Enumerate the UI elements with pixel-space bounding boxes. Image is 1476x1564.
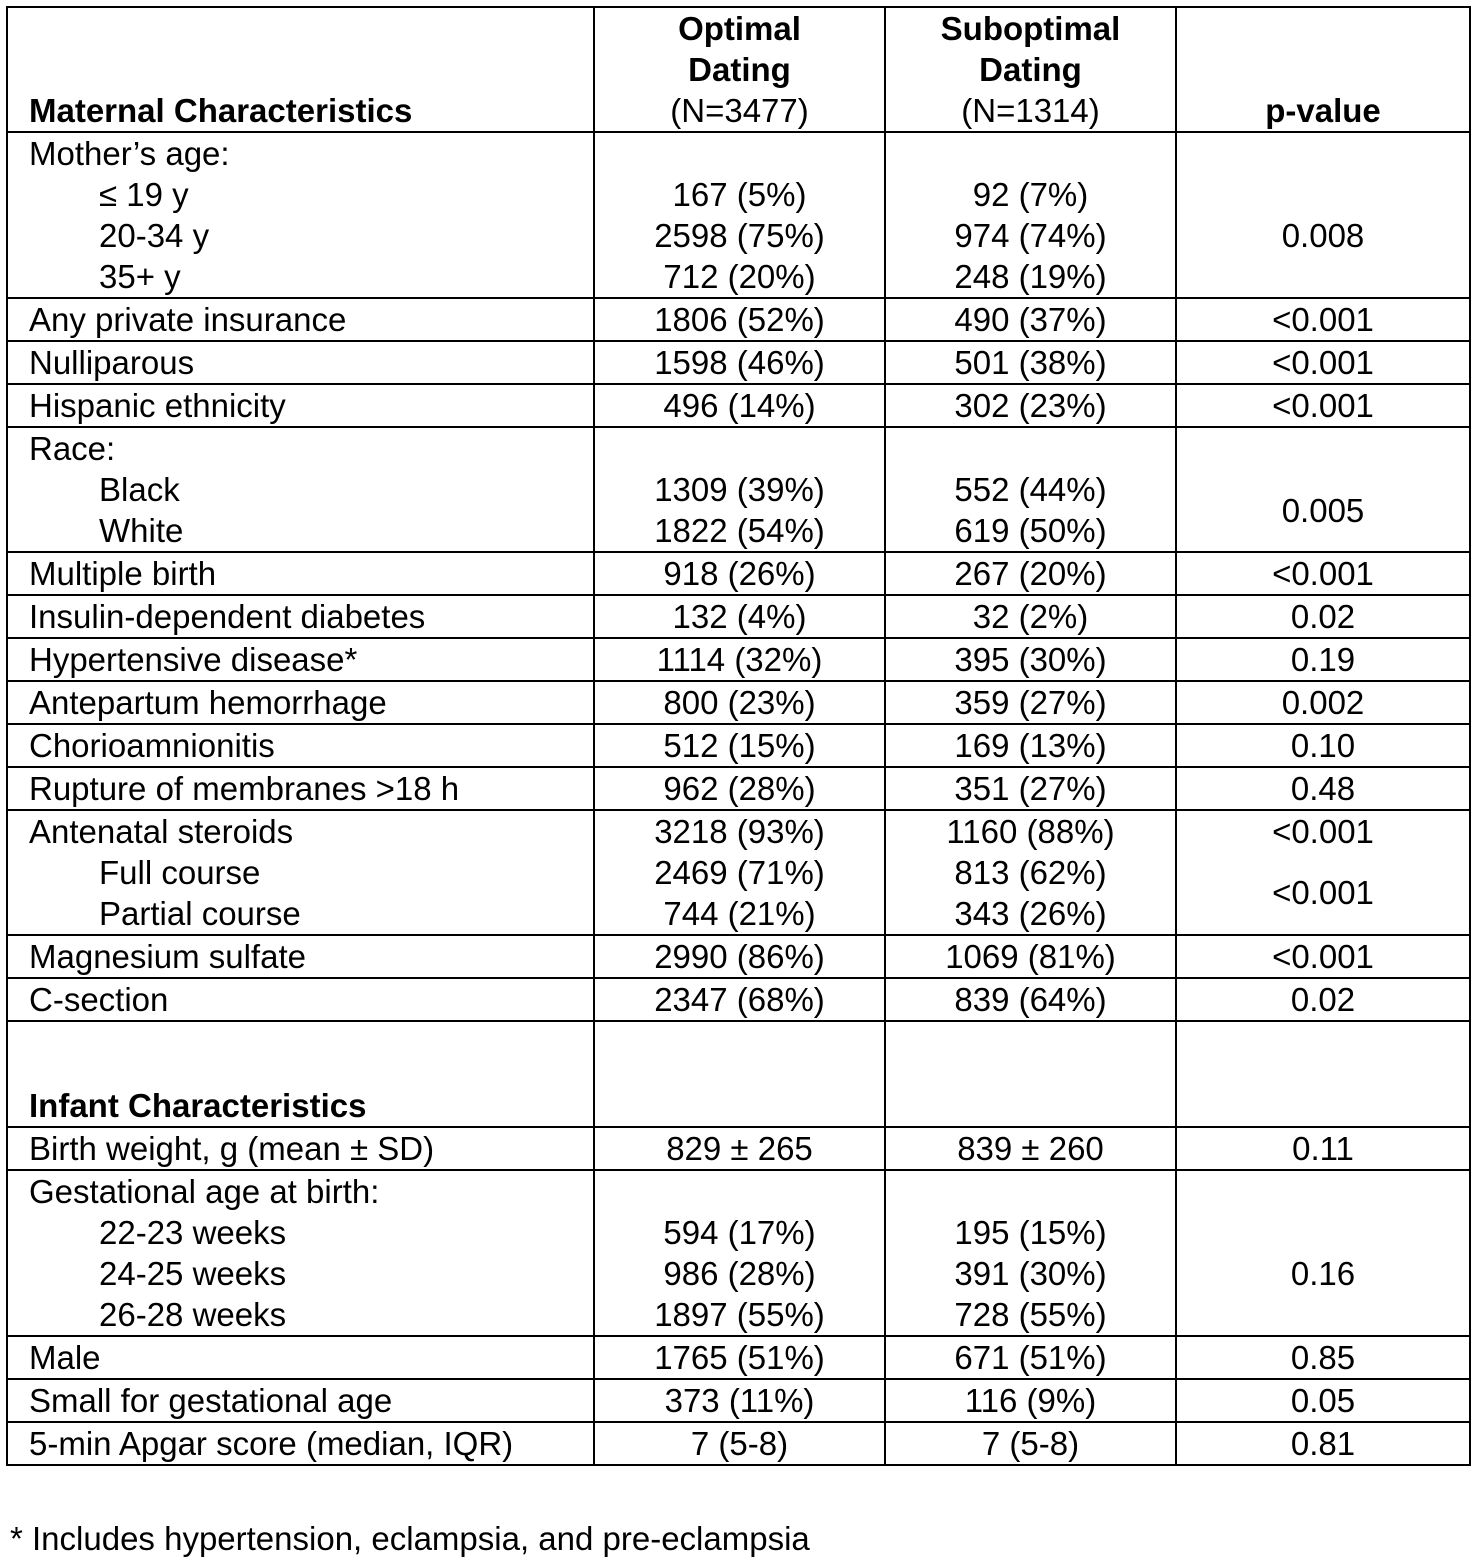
p-value-cell: 0.02 xyxy=(1176,595,1470,638)
table-row xyxy=(7,935,1470,978)
table-row-steroids xyxy=(7,810,1470,935)
group-label: Mother’s age: xyxy=(29,135,230,172)
suboptimal-cell: 839 (64%) xyxy=(885,978,1176,1021)
p-value-cell: 0.02 xyxy=(1176,978,1470,1021)
optimal-cell xyxy=(594,810,885,935)
p-value-cell: 0.11 xyxy=(1176,1127,1470,1170)
sub-label: 24-25 weeks xyxy=(99,1255,287,1292)
optimal-cell: 7 (5-8) xyxy=(594,1422,885,1465)
suboptimal-cell: 169 (13%) xyxy=(885,724,1176,767)
value: 3218 (93%) xyxy=(654,813,825,850)
suboptimal-cell xyxy=(885,132,1176,298)
p-value-cell: 0.85 xyxy=(1176,1336,1470,1379)
row-label: Insulin-dependent diabetes xyxy=(7,595,594,638)
row-label: Small for gestational age xyxy=(7,1379,594,1422)
p-value-cell: <0.001 xyxy=(1176,935,1470,978)
value: 1822 (54%) xyxy=(654,512,825,549)
optimal-cell xyxy=(594,132,885,298)
optimal-cell: 496 (14%) xyxy=(594,384,885,427)
row-label: Male xyxy=(7,1336,594,1379)
value: 391 (30%) xyxy=(954,1255,1107,1292)
p-value-cell: 0.002 xyxy=(1176,681,1470,724)
value: 552 (44%) xyxy=(954,471,1107,508)
value: 813 (62%) xyxy=(954,854,1107,891)
row-label xyxy=(7,810,594,935)
p-value-cell: 0.05 xyxy=(1176,1379,1470,1422)
suboptimal-cell: 359 (27%) xyxy=(885,681,1176,724)
sub-label: Black xyxy=(99,471,180,508)
optimal-header-line1: Optimal xyxy=(678,10,801,47)
p-value-cell: <0.001 xyxy=(1176,384,1470,427)
maternal-characteristics-heading: Maternal Characteristics xyxy=(7,7,594,132)
table-row xyxy=(7,767,1470,810)
sub-label: 35+ y xyxy=(99,258,181,295)
table-row xyxy=(7,1422,1470,1465)
row-label: Chorioamnionitis xyxy=(7,724,594,767)
suboptimal-header-line2: Dating xyxy=(979,51,1082,88)
value: 1160 (88%) xyxy=(946,813,1115,850)
optimal-cell: 2990 (86%) xyxy=(594,935,885,978)
value: 712 (20%) xyxy=(663,258,816,295)
row-label: Any private insurance xyxy=(7,298,594,341)
table-row xyxy=(7,552,1470,595)
row-label: Magnesium sulfate xyxy=(7,935,594,978)
table-row-mothers-age xyxy=(7,132,1470,298)
table-row xyxy=(7,1336,1470,1379)
empty-cell xyxy=(1176,1021,1470,1127)
optimal-cell: 829 ± 265 xyxy=(594,1127,885,1170)
group-label: Race: xyxy=(29,430,116,467)
optimal-header-n: (N=3477) xyxy=(670,92,809,129)
value: 343 (26%) xyxy=(954,895,1107,932)
suboptimal-cell: 267 (20%) xyxy=(885,552,1176,595)
optimal-cell: 1806 (52%) xyxy=(594,298,885,341)
optimal-cell xyxy=(594,1170,885,1336)
suboptimal-cell: 32 (2%) xyxy=(885,595,1176,638)
value: 1897 (55%) xyxy=(654,1296,825,1333)
suboptimal-cell: 839 ± 260 xyxy=(885,1127,1176,1170)
table-row-race xyxy=(7,427,1470,552)
value: 195 (15%) xyxy=(954,1214,1107,1251)
row-label: Hispanic ethnicity xyxy=(7,384,594,427)
p-value-cell: 0.008 xyxy=(1176,132,1470,298)
sub-label: ≤ 19 y xyxy=(99,176,189,213)
suboptimal-cell xyxy=(885,1170,1176,1336)
row-label: Rupture of membranes >18 h xyxy=(7,767,594,810)
table-row xyxy=(7,681,1470,724)
value: 619 (50%) xyxy=(954,512,1107,549)
optimal-cell xyxy=(594,427,885,552)
value: 92 (7%) xyxy=(972,176,1089,213)
value: <0.001 xyxy=(1272,813,1374,850)
table-row xyxy=(7,724,1470,767)
optimal-cell: 800 (23%) xyxy=(594,681,885,724)
row-label xyxy=(7,132,594,298)
suboptimal-header-line1: Suboptimal xyxy=(940,10,1121,47)
optimal-cell: 918 (26%) xyxy=(594,552,885,595)
p-value-header: p-value xyxy=(1176,7,1470,132)
value: 167 (5%) xyxy=(672,176,807,213)
table-row xyxy=(7,595,1470,638)
p-value-cell: 0.81 xyxy=(1176,1422,1470,1465)
suboptimal-cell: 671 (51%) xyxy=(885,1336,1176,1379)
empty-cell xyxy=(885,1021,1176,1127)
optimal-cell: 512 (15%) xyxy=(594,724,885,767)
footnote: * Includes hypertension, eclampsia, and pre-eclampsia xyxy=(10,1520,810,1557)
optimal-cell: 373 (11%) xyxy=(594,1379,885,1422)
value: 2598 (75%) xyxy=(654,217,825,254)
row-label xyxy=(7,427,594,552)
p-value-cell: 0.10 xyxy=(1176,724,1470,767)
suboptimal-cell: 7 (5-8) xyxy=(885,1422,1176,1465)
suboptimal-cell: 1069 (81%) xyxy=(885,935,1176,978)
optimal-cell: 1765 (51%) xyxy=(594,1336,885,1379)
suboptimal-dating-header xyxy=(885,7,1176,132)
value: 974 (74%) xyxy=(954,217,1107,254)
value: 1309 (39%) xyxy=(654,471,825,508)
suboptimal-cell: 395 (30%) xyxy=(885,638,1176,681)
optimal-cell: 132 (4%) xyxy=(594,595,885,638)
optimal-cell: 962 (28%) xyxy=(594,767,885,810)
infant-characteristics-heading: Infant Characteristics xyxy=(7,1021,594,1127)
sub-label: Partial course xyxy=(99,895,301,932)
value: 2469 (71%) xyxy=(654,854,825,891)
suboptimal-cell: 116 (9%) xyxy=(885,1379,1176,1422)
optimal-cell: 1114 (32%) xyxy=(594,638,885,681)
suboptimal-cell: 351 (27%) xyxy=(885,767,1176,810)
suboptimal-cell xyxy=(885,427,1176,552)
row-label xyxy=(7,1170,594,1336)
p-value-cell: 0.005 xyxy=(1176,427,1470,552)
suboptimal-cell: 501 (38%) xyxy=(885,341,1176,384)
sub-label: Full course xyxy=(99,854,261,891)
value: 248 (19%) xyxy=(954,258,1107,295)
value: 728 (55%) xyxy=(954,1296,1107,1333)
row-label: Multiple birth xyxy=(7,552,594,595)
empty-cell xyxy=(594,1021,885,1127)
value: <0.001 xyxy=(1272,874,1374,911)
suboptimal-cell xyxy=(885,810,1176,935)
value: 744 (21%) xyxy=(663,895,816,932)
value: 986 (28%) xyxy=(663,1255,816,1292)
sub-label: 26-28 weeks xyxy=(99,1296,287,1333)
table-row xyxy=(7,298,1470,341)
p-value-cell: <0.001 xyxy=(1176,552,1470,595)
table-row xyxy=(7,978,1470,1021)
table-row xyxy=(7,1379,1470,1422)
header-row xyxy=(7,7,1470,132)
row-label: Nulliparous xyxy=(7,341,594,384)
table-row xyxy=(7,384,1470,427)
p-value-cell xyxy=(1176,810,1470,935)
group-label: Gestational age at birth: xyxy=(29,1173,380,1210)
optimal-dating-header xyxy=(594,7,885,132)
table-row xyxy=(7,1127,1470,1170)
table-row xyxy=(7,638,1470,681)
group-label: Antenatal steroids xyxy=(29,813,294,850)
sub-label: 22-23 weeks xyxy=(99,1214,287,1251)
p-value-cell: 0.48 xyxy=(1176,767,1470,810)
row-label: Hypertensive disease* xyxy=(7,638,594,681)
suboptimal-cell: 302 (23%) xyxy=(885,384,1176,427)
optimal-cell: 1598 (46%) xyxy=(594,341,885,384)
row-label: Antepartum hemorrhage xyxy=(7,681,594,724)
p-value-cell: 0.19 xyxy=(1176,638,1470,681)
optimal-cell: 2347 (68%) xyxy=(594,978,885,1021)
value: 594 (17%) xyxy=(663,1214,816,1251)
row-label: 5-min Apgar score (median, IQR) xyxy=(7,1422,594,1465)
p-value-cell: <0.001 xyxy=(1176,341,1470,384)
table-row xyxy=(7,341,1470,384)
p-value-cell: <0.001 xyxy=(1176,298,1470,341)
sub-label: White xyxy=(99,512,184,549)
suboptimal-cell: 490 (37%) xyxy=(885,298,1176,341)
suboptimal-header-n: (N=1314) xyxy=(961,92,1100,129)
table-row-gestational-age xyxy=(7,1170,1470,1336)
characteristics-table xyxy=(6,6,1471,1466)
sub-label: 20-34 y xyxy=(99,217,210,254)
row-label: Birth weight, g (mean ± SD) xyxy=(7,1127,594,1170)
optimal-header-line2: Dating xyxy=(688,51,791,88)
infant-header-row xyxy=(7,1021,1470,1127)
p-value-cell: 0.16 xyxy=(1176,1170,1470,1336)
row-label: C-section xyxy=(7,978,594,1021)
